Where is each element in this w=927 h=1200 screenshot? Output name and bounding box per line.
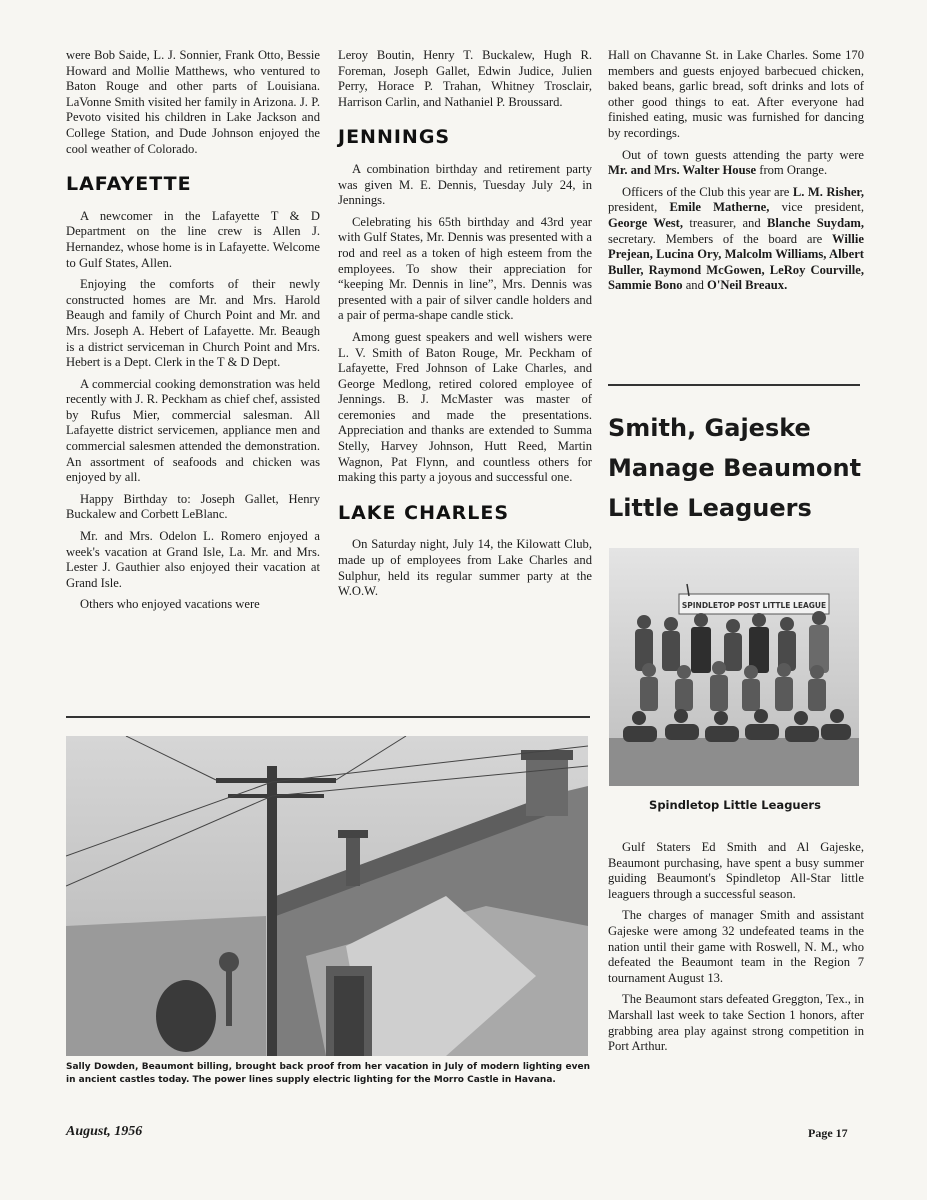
col3-intro: Hall on Chavanne St. in Lake Charles. Some 170 members and guests enjoyed barbecued chicken, baked beans, garlic bread, soft drinks and lots of other good things to eat. After everyone had finished eating, music was furnished for dancing by recordings. xyxy=(608,48,864,140)
paragraph: The charges of manager Smith and assistant Gajeske were among 32 undefeated teams in the nation until their game with Roswell, N. M., who defeated the Beaumont team in the Region 7 tournament August 13. xyxy=(608,908,864,985)
column-3-article xyxy=(608,840,864,1061)
col2-intro: Leroy Boutin, Henry T. Buckalew, Hugh R. Foreman, Joseph Gallet, Edwin Judice, Julien Perry, Horace P. Trahan, Whitney Trosclair, Harrison Carlin, and Nathaniel P. Broussard. xyxy=(338,48,592,109)
paragraph: Gulf Staters Ed Smith and Al Gajeske, Beaumont purchasing, have spent a busy summer guiding Beaumont's Spindletop All-Star little leaguers through a successful season. xyxy=(608,840,864,901)
paragraph: A commercial cooking demonstration was held recently with J. R. Peckham as chief chef, assisted by Rufus Mier, commercial salesman. All Lafayette district servicemen, appliance men and commercial salesmen attended the demonstration. An assortment of seafoods and chicken was enjoyed by all. xyxy=(66,376,320,485)
section-heading-lafayette: LAFAYETTE xyxy=(66,173,192,196)
team-photo-illustration xyxy=(609,548,859,786)
banner-text: SPINDLETOP POST LITTLE LEAGUE xyxy=(681,601,827,610)
article-headline: Smith, Gajeske Manage Beaumont Little Leaguers xyxy=(608,414,862,522)
paragraph-guests: Out of town guests attending the party were Mr. and Mrs. Walter House from Orange. xyxy=(608,147,864,178)
divider-rule xyxy=(66,716,590,718)
paragraph: The Beaumont stars defeated Greggton, Tex., in Marshall last week to take Section 1 honors, after grabbing area play against strong competition in Port Arthur. xyxy=(608,992,864,1054)
paragraph: A newcomer in the Lafayette T & D Department on the line crew is Allen J. Hernandez, whose home is in Lafayette. Welcome to Gulf States, Allen. xyxy=(66,208,320,270)
paragraph: A combination birthday and retirement party was given M. E. Dennis, Tuesday July 24, in Jennings. xyxy=(338,161,592,208)
paragraph: Enjoying the comforts of their newly constructed homes are Mr. and Mrs. Harold Beaugh and family of Church Point and Mr. and Mrs. Joseph A. Hebert of Lafayette. Mr. Beaugh is a district serviceman in Church Point and Mrs. Hebert is a Dept. Clerk in the T & D Dept. xyxy=(66,277,320,370)
paragraph: Celebrating his 65th birthday and 43rd year with Gulf States, Mr. Dennis was presented with a rod and reel as a token of high esteem from the employees. To show their appreciation for “keeping Mr. Dennis in line”, Mrs. Dennis was presented with a pair of silver candle holders and a pair of perma-shape candle stick. xyxy=(338,214,592,323)
col1-intro: were Bob Saide, L. J. Sonnier, Frank Otto, Bessie Howard and Mollie Matthews, who ventured to Baton Rouge and other parts of Louisiana. LaVonne Smith visited her family in Arizona. J. P. Pevoto visited his children in Lake Jackson and College Station, and Dude Johnson enjoyed the cool weather of Colorado. xyxy=(66,48,320,156)
morro-castle-photo xyxy=(66,736,588,1056)
castle-illustration xyxy=(66,736,588,1056)
page-number: Page 17 xyxy=(808,1126,848,1140)
little-league-photo xyxy=(609,548,859,786)
paragraph: On Saturday night, July 14, the Kilowatt Club, made up of employees from Lake Charles and Sulphur, held its regular summer party at the W.O.W. xyxy=(338,537,592,599)
column-3 xyxy=(608,48,864,300)
section-heading-lake-charles: LAKE CHARLES xyxy=(338,501,510,524)
divider-rule xyxy=(608,384,860,386)
issue-date: August, 1956 xyxy=(66,1124,143,1139)
section-heading-jennings: JENNINGS xyxy=(338,126,451,149)
paragraph: Among guest speakers and well wishers were L. V. Smith of Baton Rouge, Mr. Peckham of Lafayette, Fred Johnson of Lake Charles, and George Medlong, retired colored employee of Jennings. B. J. McMaster was master of ceremonies and made the presentations. Appreciation and thanks are extended to Summa Stelly, Harvey Johnson, Hutt Reed, Martin Wagnon, Pat Flynn, and countless others for making this party a joyous and successful one. xyxy=(338,329,592,485)
castle-photo-caption: Sally Dowden, Beaumont billing, brought back proof from her vacation in July of modern lighting even in ancient castles today. The power lines supply electric lighting for the Morro Castle in Havana. xyxy=(66,1062,590,1085)
paragraph: Others who enjoyed vacations were xyxy=(80,597,260,612)
guest-names: Mr. and Mrs. Walter House xyxy=(608,163,757,178)
photo-caption: Spindletop Little Leaguers xyxy=(649,798,821,812)
paragraph: Mr. and Mrs. Odelon L. Romero enjoyed a week's vacation at Grand Isle, La. Mr. and Mrs. Lester J. Gauthier also enjoyed their vacation at Grand Isle. xyxy=(66,529,320,590)
paragraph-officers: Officers of the Club this year are L. M. Risher, president, Emile Matherne, vice president, George West, treasurer, and Blanche Suydam, secretary. Members of the board are Willie Prejean, Lucina Ory, Malcolm Williams, Albert Buller, Raymond McGowen, LeRoy Courville, Sammie Bono and O'Neil Breaux. xyxy=(608,184,865,293)
column-1 xyxy=(66,48,320,619)
column-2 xyxy=(338,48,592,606)
paragraph: Happy Birthday to: Joseph Gallet, Henry Buckalew and Corbett LeBlanc. xyxy=(66,491,320,522)
